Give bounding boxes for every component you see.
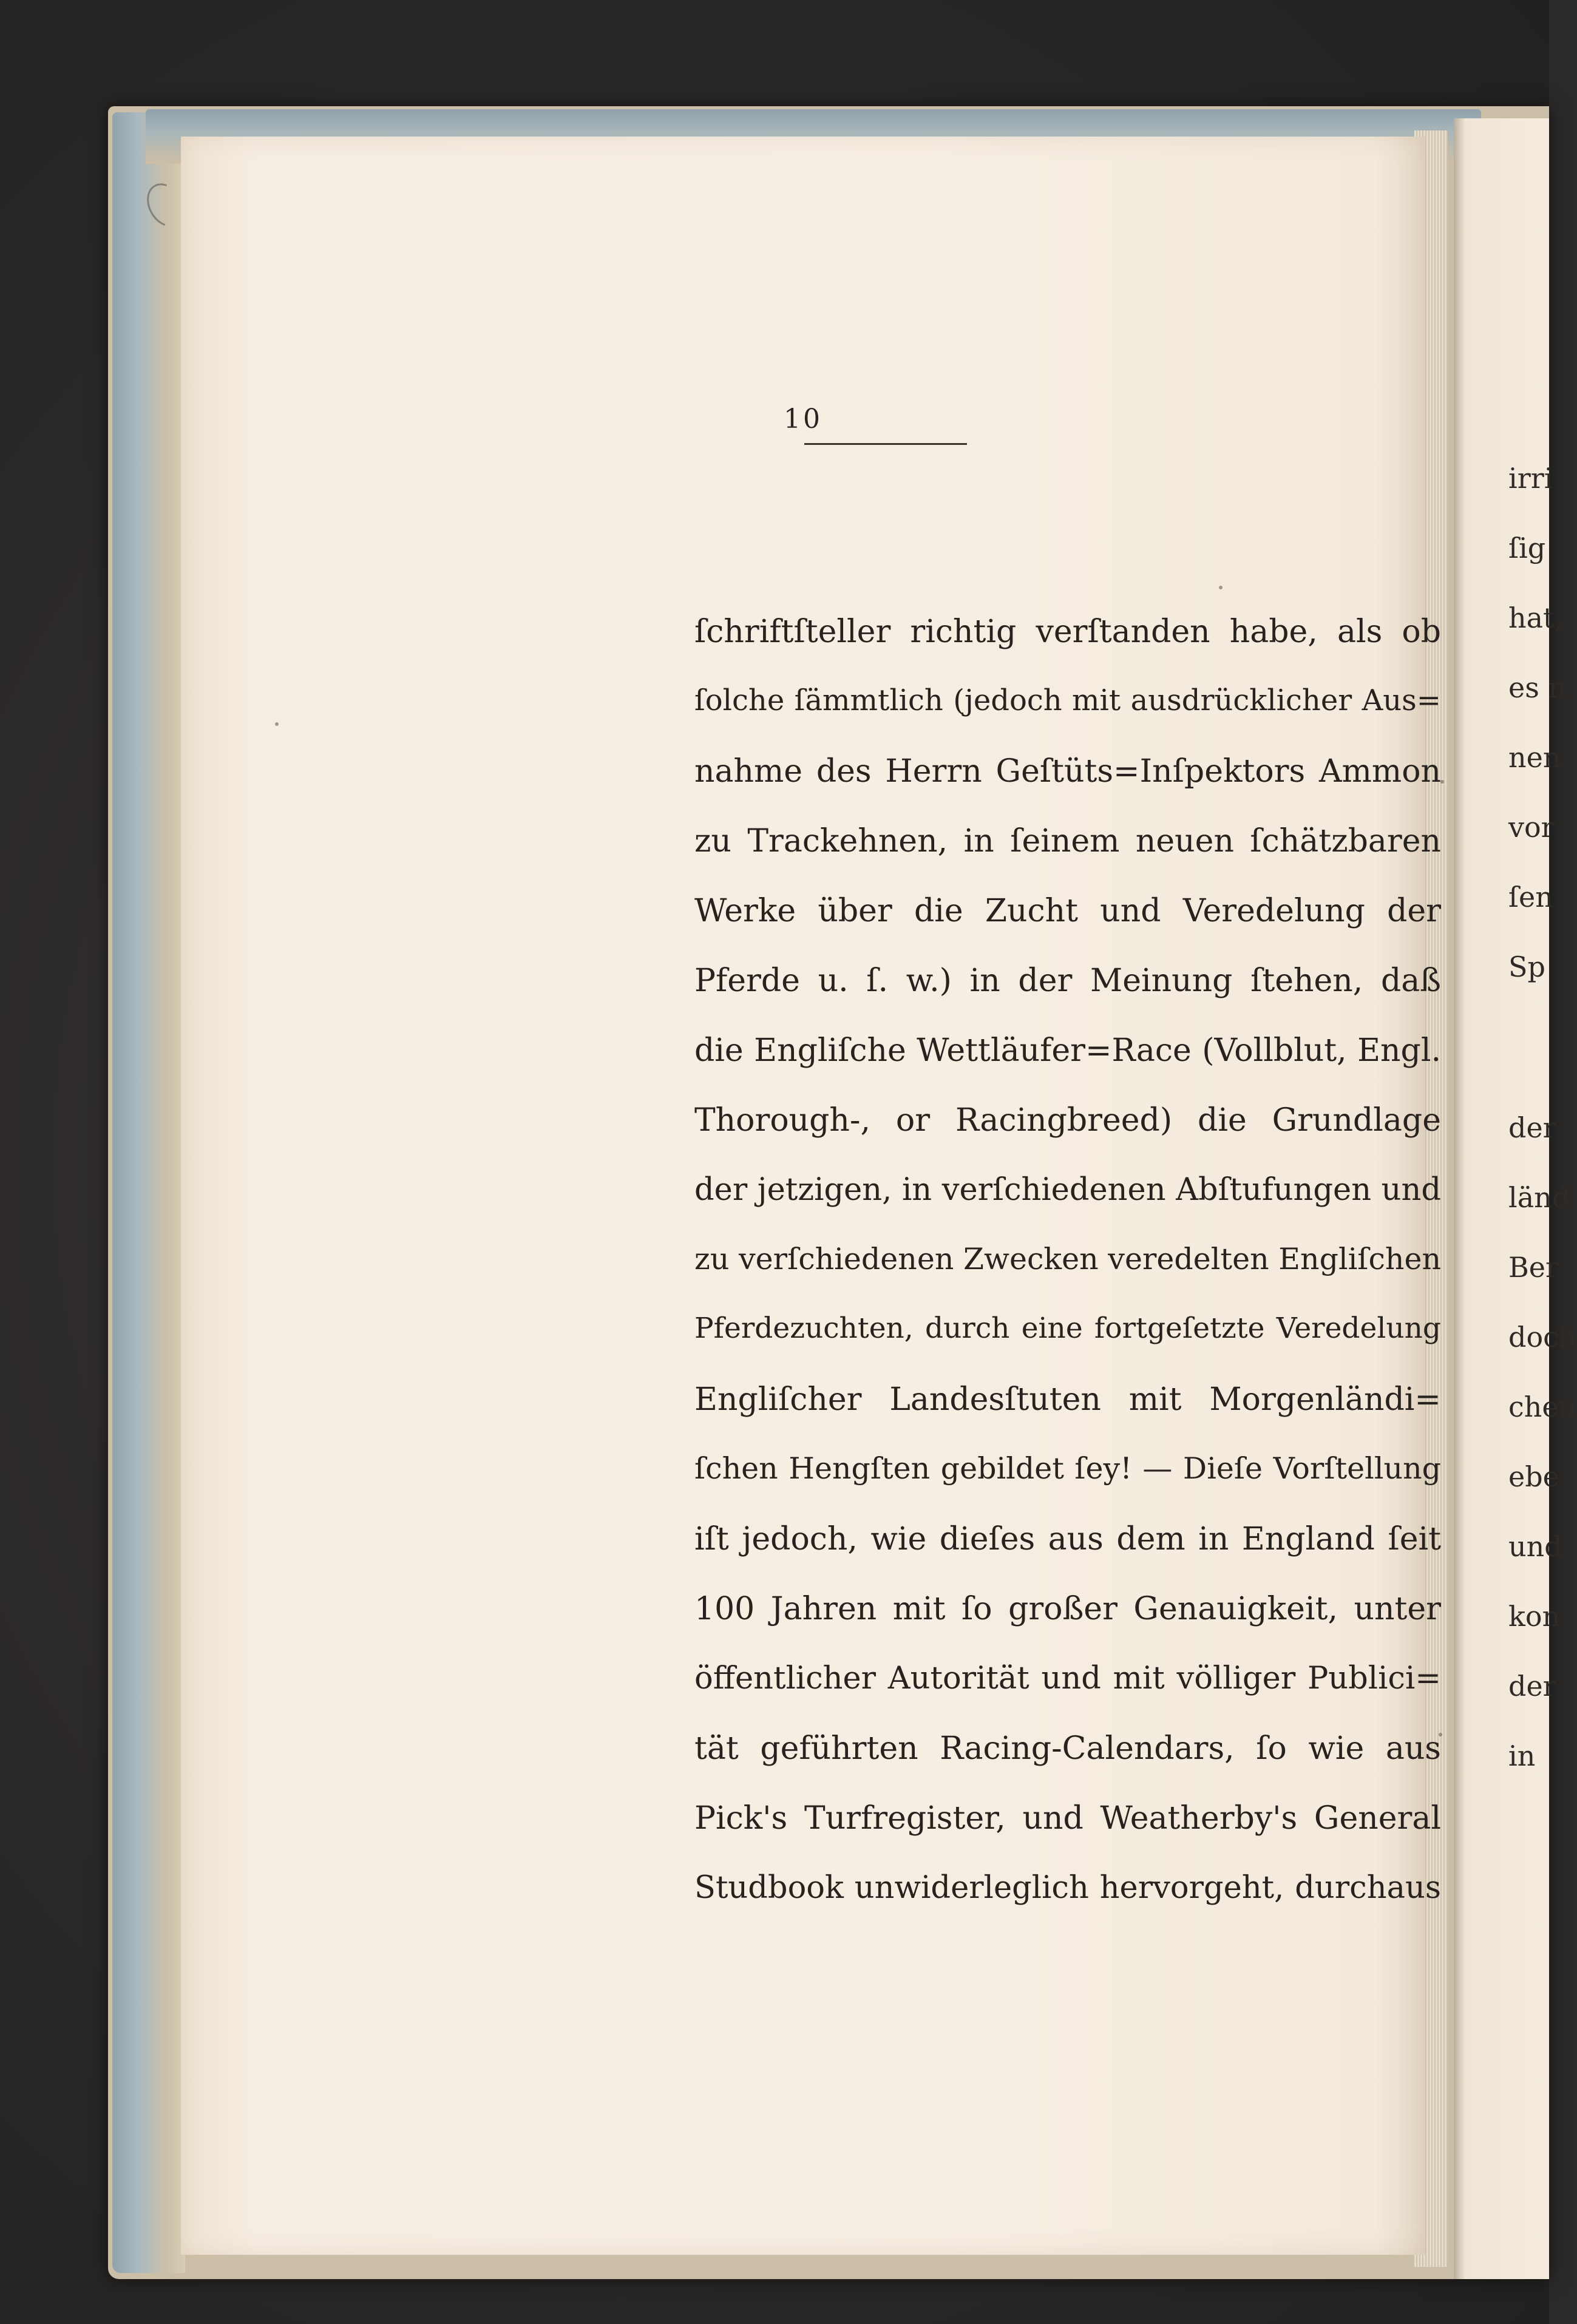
text-line: die Engliſche Wettläufer=Race (Vollblut, Engl. (694, 1032, 1441, 1069)
facing-line: der (1508, 1111, 1556, 1144)
text-line: der jetzigen, in verſchiedenen Abſtufungen und (694, 1172, 1441, 1208)
text-line: ſchen Hengſten gebildet ſey! — Dieſe Vorſtellung (694, 1451, 1441, 1486)
paper-speck (275, 722, 279, 726)
facing-line: kon (1508, 1600, 1561, 1633)
text-line: Engliſcher Landesſtuten mit Morgenländi= (694, 1381, 1441, 1418)
facing-line: länd (1508, 1181, 1570, 1214)
text-line: ſolche ſämmtlich (jedoch mit ausdrücklicher Aus= (694, 683, 1441, 717)
header-rule (804, 443, 967, 445)
text-line: nahme des Herrn Geſtüts=Inſpektors Ammon (694, 753, 1441, 790)
facing-line: Ber (1508, 1251, 1559, 1284)
book-page (181, 137, 1441, 2255)
text-line: tät geführten Racing-Calendars, ſo wie aus (694, 1730, 1441, 1767)
text-line: zu verſchiedenen Zwecken veredelten Engliſchen (694, 1242, 1441, 1276)
text-line: zu Trackehnen, in ſeinem neuen ſchätzbaren (694, 823, 1441, 859)
facing-page (1454, 118, 1577, 2279)
facing-line: ebe (1508, 1460, 1559, 1493)
page-number: 10 (784, 404, 822, 435)
text-line: Werke über die Zucht und Veredelung der (694, 893, 1441, 929)
facing-line: und (1508, 1530, 1562, 1563)
facing-line: es n (1508, 671, 1567, 704)
facing-line: Sp (1508, 950, 1545, 983)
text-line: iſt jedoch, wie dieſes aus dem in England ſeit (694, 1521, 1441, 1557)
facing-line: hat, (1508, 601, 1564, 634)
cover-edge-left (112, 112, 185, 2273)
text-line: Pferdezuchten, durch eine fortgeſetzte Veredelung (694, 1312, 1441, 1345)
text-line: 100 Jahren mit ſo großer Genauigkeit, unter (694, 1591, 1441, 1627)
paper-speck (1219, 586, 1223, 589)
text-line: Pferde u. ſ. w.) in der Meinung ſtehen, daß (694, 963, 1441, 999)
facing-line: irri (1508, 462, 1553, 495)
facing-line: nen (1508, 741, 1561, 774)
facing-line: doch (1508, 1321, 1577, 1353)
facing-line: chen (1508, 1391, 1577, 1423)
facing-line: ſen (1508, 881, 1553, 913)
facing-line: in (1508, 1740, 1536, 1772)
facing-line: vor (1508, 811, 1555, 844)
facing-line: der (1508, 1670, 1556, 1702)
facing-line: ſig (1508, 532, 1546, 564)
text-line: ſchriftſteller richtig verſtanden habe, als ob (694, 614, 1441, 650)
text-line: öffentlicher Autorität und mit völliger Publici= (694, 1661, 1441, 1696)
text-line: Pick's Turfregister, und Weatherby's General (694, 1800, 1441, 1837)
text-line: Studbook unwiderleglich hervorgeht, durchaus (694, 1870, 1441, 1906)
text-line: Thorough-, or Racingbreed) die Grundlage (694, 1102, 1441, 1139)
